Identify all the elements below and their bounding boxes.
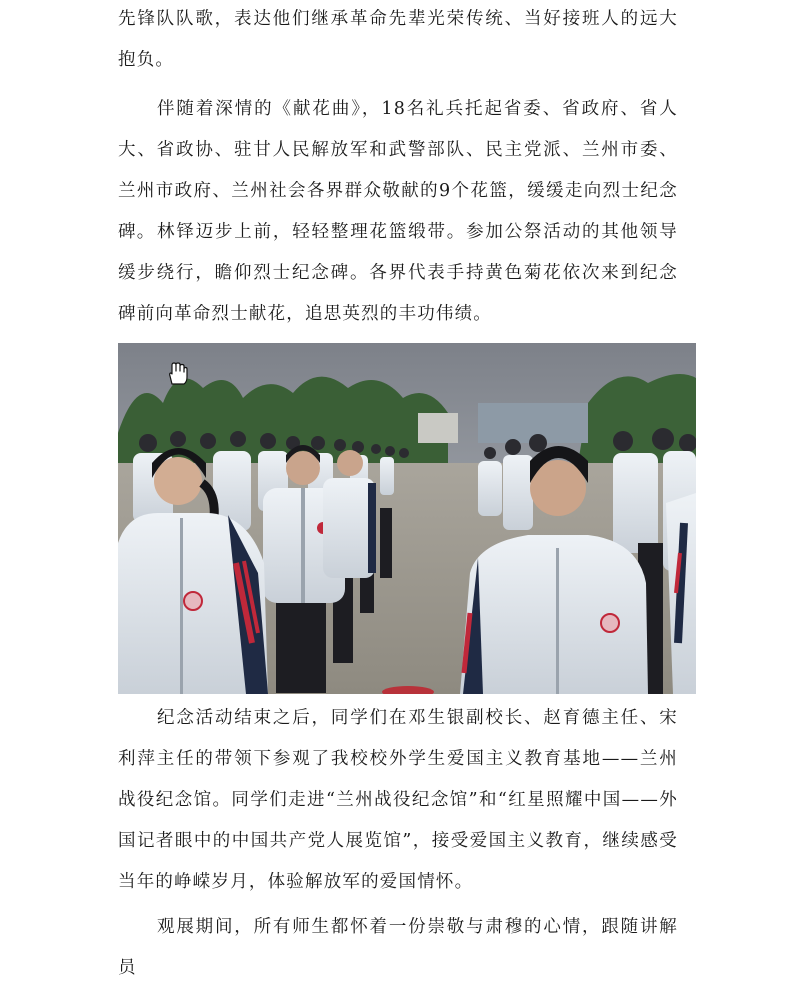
paragraph-4: 纪念活动结束之后，同学们在邓生银副校长、赵育德主任、宋利萍主任的带领下参观了我校校外学生爱国主义教育基地——兰州战役纪念馆。同学们走进“兰州战役纪念馆”和“红星照耀中国——外国记者眼中的中国共产党人展览馆”，接受爱国主义教育，继续感受当年的峥嵘岁月，体验解放军的爱国情怀。: [118, 708, 678, 892]
paragraph-1: 先锋队队歌，表达他们继承革命先辈光荣传统、当好接班人的远大抱负。: [118, 9, 678, 70]
paragraph-3: 林铎迈步上前，轻轻整理花篮缎带。参加公祭活动的其他领导缓步绕行，瞻仰烈士纪念碑。各界代表手持黄色菊花依次来到纪念碑前向革命烈士献花，追思英烈的丰功伟绩。: [118, 222, 678, 324]
hand-pointer-icon: [166, 362, 188, 386]
paragraph-5: 观展期间，所有师生都怀着一份崇敬与肃穆的心情，跟随讲解员: [118, 917, 678, 978]
ceremony-photo: [118, 343, 696, 694]
paragraph-2: 伴随着深情的《献花曲》，18名礼兵托起省委、省政府、省人大、省政协、驻甘人民解放军和武警部队、民主党派、兰州市委、兰州市政府、兰州社会各界群众敬献的9个花篮，缓缓走向烈士纪念碑。: [118, 99, 678, 242]
